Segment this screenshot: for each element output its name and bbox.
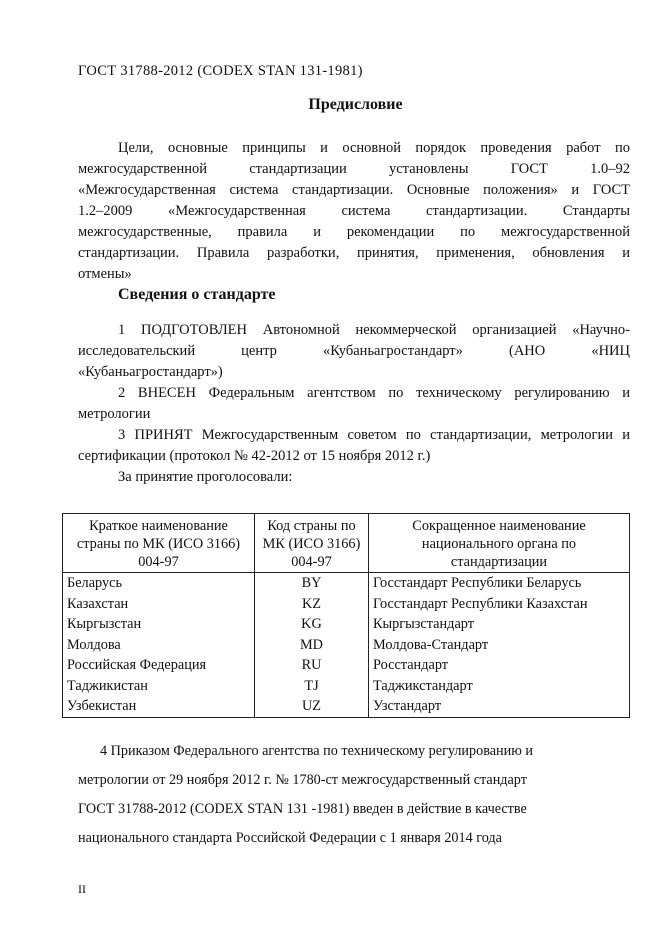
national-body: Таджикстандарт [369, 676, 630, 697]
table-header-row [63, 514, 630, 573]
header-national-body: Сокращенное наименование национального органа по стандартизации [369, 514, 630, 573]
table-row [63, 573, 630, 594]
country-name: Таджикистан [63, 676, 255, 697]
national-body: Кыргызстандарт [369, 614, 630, 635]
info-line: 3 ПРИНЯТ Межгосударственным советом по стандартизации, метрологии и [118, 427, 630, 443]
document-header: ГОСТ 31788-2012 (CODEX STAN 131-1981) [78, 63, 363, 79]
standard-info-title: Сведения о стандарте [118, 286, 276, 303]
info-line: За принятие проголосовали: [118, 469, 293, 485]
header-country-name: Краткое наименование страны по МК (ИСО 3166) 004-97 [63, 514, 255, 573]
national-body: Узстандарт [369, 696, 630, 717]
info-line: исследовательский центр «Кубаньагростандарт» (АНО «НИЦ [78, 343, 630, 359]
foreword-line: отмены» [78, 266, 132, 282]
header-country-code: Код страны по МК (ИСО 3166) 004-97 [255, 514, 369, 573]
country-name: Молдова [63, 635, 255, 656]
country-code: KZ [255, 594, 369, 615]
info-line: «Кубаньагростандарт») [78, 364, 223, 380]
foreword-title: Предисловие [308, 96, 403, 113]
country-code: MD [255, 635, 369, 656]
foreword-line: «Межгосударственная система стандартизации. Основные положения» и ГОСТ [78, 182, 630, 198]
national-body: Госстандарт Республики Беларусь [369, 573, 630, 594]
table-row [63, 594, 630, 615]
page-number: II [78, 882, 86, 896]
foreword-line: 1.2–2009 «Межгосударственная система стандартизации. Стандарты [78, 203, 630, 219]
table-row [63, 676, 630, 697]
country-name: Беларусь [63, 573, 255, 594]
country-code: RU [255, 655, 369, 676]
order-line: национального стандарта Российской Федерации с 1 января 2014 года [78, 830, 502, 846]
info-line: сертификации (протокол № 42-2012 от 15 ноября 2012 г.) [78, 448, 431, 464]
table-row [63, 614, 630, 635]
table-row [63, 696, 630, 717]
info-line: 2 ВНЕСЕН Федеральным агентством по техническому регулированию и [118, 385, 630, 401]
info-line: метрологии [78, 406, 151, 422]
country-name: Кыргызстан [63, 614, 255, 635]
national-body: Госстандарт Республики Казахстан [369, 594, 630, 615]
order-line: 4 Приказом Федерального агентства по техническому регулированию и [100, 743, 533, 759]
national-body: Молдова-Стандарт [369, 635, 630, 656]
country-name: Узбекистан [63, 696, 255, 717]
order-line: метрологии от 29 ноября 2012 г. № 1780-ст межгосударственный стандарт [78, 772, 527, 788]
country-name: Казахстан [63, 594, 255, 615]
foreword-line: Цели, основные принципы и основной порядок проведения работ по [118, 140, 630, 156]
table-row [63, 655, 630, 676]
info-line: 1 ПОДГОТОВЛЕН Автономной некоммерческой организацией «Научно- [118, 322, 630, 338]
country-code: BY [255, 573, 369, 594]
voting-countries-table [62, 513, 630, 718]
foreword-line: стандартизации. Правила разработки, принятия, применения, обновления и [78, 245, 630, 261]
foreword-line: межгосударственной стандартизации установлены ГОСТ 1.0–92 [78, 161, 630, 177]
order-line: ГОСТ 31788-2012 (CODEX STAN 131 -1981) введен в действие в качестве [78, 801, 527, 817]
foreword-line: межгосударственные, правила и рекомендации по межгосударственной [78, 224, 630, 240]
country-name: Российская Федерация [63, 655, 255, 676]
country-code: KG [255, 614, 369, 635]
country-code: UZ [255, 696, 369, 717]
country-code: TJ [255, 676, 369, 697]
table-row [63, 635, 630, 656]
national-body: Росстандарт [369, 655, 630, 676]
